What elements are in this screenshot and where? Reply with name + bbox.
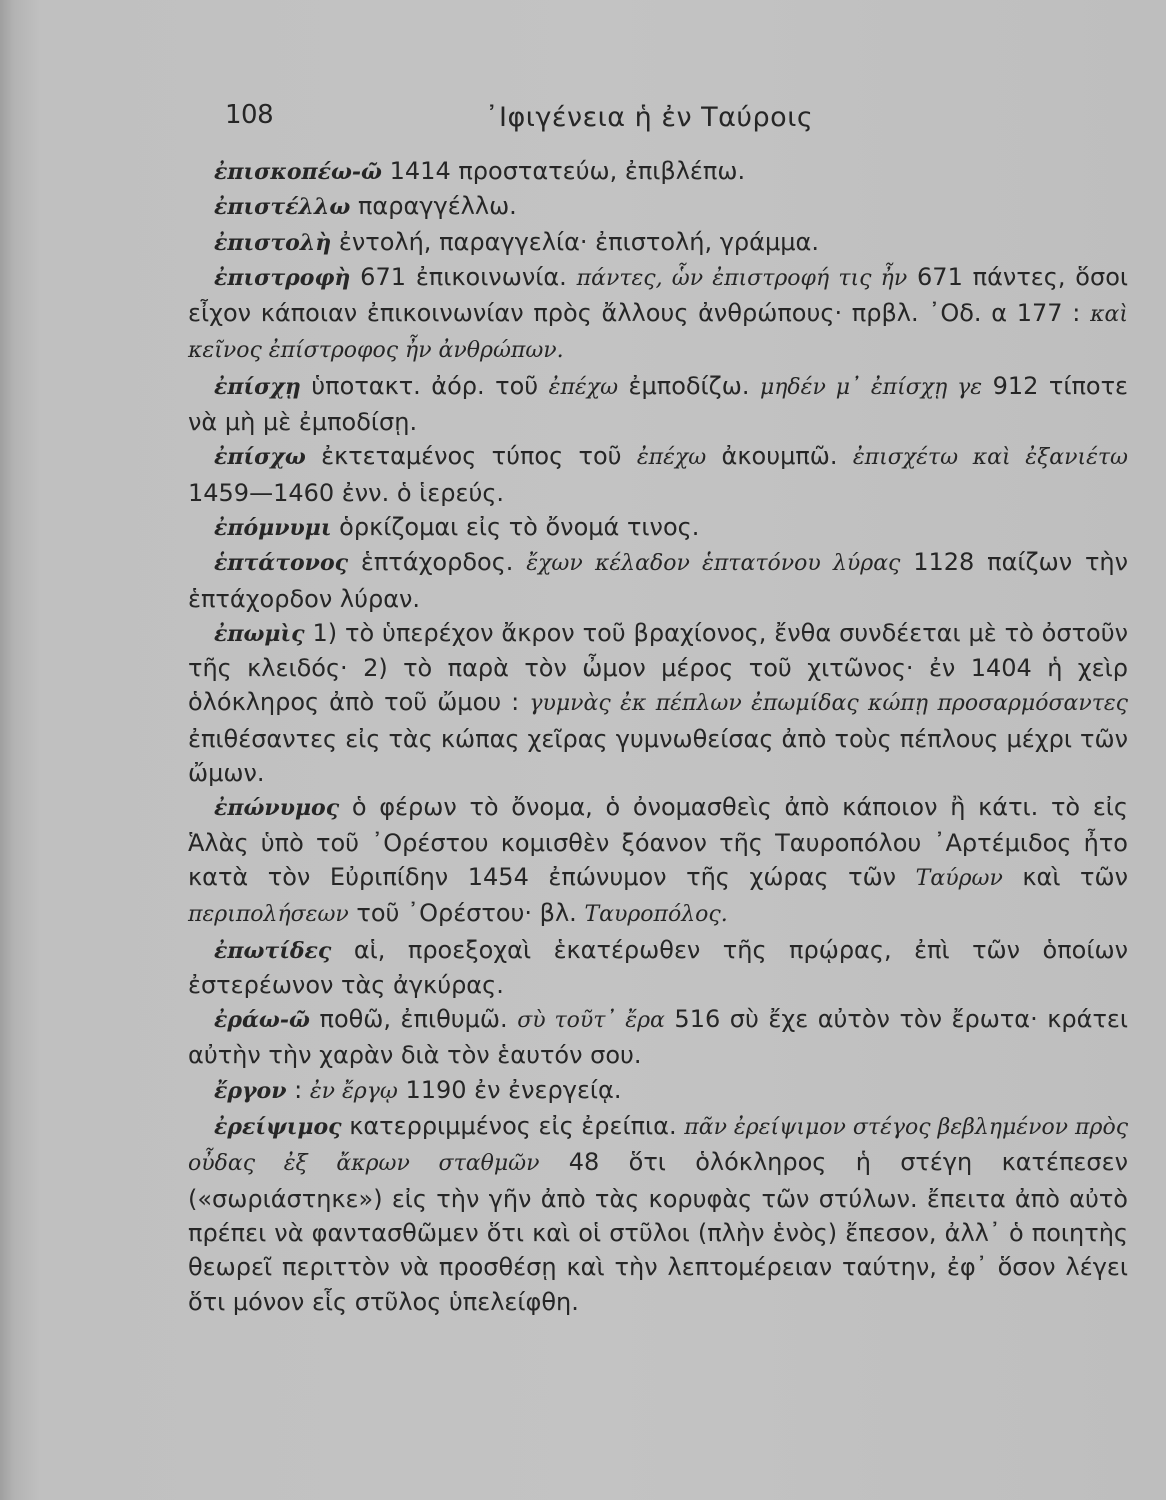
definition: 1190 ἐν ἐνεργείᾳ.: [397, 1075, 622, 1104]
glossary-entry: [188, 189, 1128, 224]
headword: ἑπτάτονος: [214, 550, 349, 577]
headword: ἐπιστολὴ: [214, 229, 332, 256]
glossary-entry: [188, 616, 1128, 790]
glossary-entry: [188, 369, 1128, 440]
definition: τοῦ ᾿Ορέστου· βλ.: [348, 899, 585, 928]
page-number: 108: [225, 100, 274, 130]
glossary-entry: [188, 545, 1128, 616]
glossary-entry: [188, 510, 1128, 545]
definition: καὶ τῶν: [1002, 862, 1129, 891]
quotation: γυμνὰς ἐκ πέπλων ἐπωμίδας κώπῃ προσαρμόσαντες: [529, 691, 1128, 717]
definition: ἑπτάχορδος.: [348, 548, 527, 577]
quotation: πάντες, ὧν ἐπιστροφή τις ἦν: [576, 265, 908, 291]
quotation: μηδέν μ᾿ ἐπίσχῃ γε: [759, 374, 983, 400]
glossary-entry: [188, 1073, 1128, 1109]
definition: 671 ἐπικοινωνία.: [350, 262, 577, 291]
quotation: Ταυροπόλος.: [584, 902, 728, 928]
definition: ἐμποδίζω.: [618, 371, 760, 400]
glossary-entry: [188, 1002, 1128, 1073]
definition: ὁ φέρων τὸ ὄνομα, ὁ ὀνομασθεὶς ἀπὸ κάποιον ἢ κάτι. τὸ εἰς Ἁλὰς ὑπὸ τοῦ ᾿Ορέστου κομισθὲν ξόανον τῆς Ταυροπόλου ᾿Αρτέμιδος ἦτο κατὰ τὸν Εὐριπίδην 1454 ἐπώνυμον τῆς χώρας τῶν: [188, 793, 1128, 891]
headword: ἐράω-ῶ: [214, 1007, 310, 1034]
quotation: ἐν ἔργῳ: [309, 1078, 398, 1104]
quotation: ἔχων κέλαδον ἑπτατόνου λύρας: [526, 551, 901, 577]
glossary-entry: [188, 439, 1128, 510]
headword: ἐρείψιμος: [214, 1114, 342, 1141]
definition: ἐντολή, παραγγελία· ἐπιστολή, γράμμα.: [331, 227, 819, 256]
headword: ἐπιστροφὴ: [214, 264, 351, 291]
headword: ἐπισκοπέω-ῶ: [214, 159, 383, 185]
glossary-entry: [188, 790, 1128, 932]
definition: 48 ὅτι ὁλόκληρος ἡ στέγη κατέπεσεν («σωριάστηκε») εἰς τὴν γῆν ἀπὸ τὰς κορυφὰς τῶν στύλων. ἔπειτα ἀπὸ αὐτὸ πρέπει νὰ φαντασθῶμεν ὅτι καὶ οἱ στῦλοι (πλὴν ἑνὸς) ἔπεσον, ἀλλ᾿ ὁ ποιητὴς θεωρεῖ περιττὸν νὰ προσθέσῃ καὶ τὴν λεπτομέρειαν ταύτην, ἐφ᾿ ὅσον λέγει ὅτι μόνον εἷς στῦλος ὑπελείφθη.: [188, 1148, 1128, 1316]
running-header: [0, 100, 1166, 140]
definition: 912 τίποτε νὰ μὴ μὲ ἐμποδίσῃ.: [188, 371, 1129, 437]
definition: ἐπιθέσαντες εἰς τὰς κώπας χεῖρας γυμνωθείσας ἀπὸ τοὺς πέπλους μέχρι τῶν ὤμων.: [188, 724, 1128, 788]
definition: 1128 παίζων τὴν ἑπτάχορδον λύραν.: [188, 548, 1129, 613]
definition: 1414 προστατεύω, ἐπιβλέπω.: [382, 157, 746, 185]
definition: ὁρκίζομαι εἰς τὸ ὄνομά τινος.: [331, 512, 700, 541]
definition: αἱ, προεξοχαὶ ἑκατέρωθεν τῆς πρῴρας, ἐπὶ τῶν ὁποίων ἐστερέωνον τὰς ἀγκύρας.: [188, 935, 1128, 999]
definition: 516 σὺ ἔχε αὐτὸν τὸν ἔρωτα· κράτει αὐτὴν τὴν χαρὰν διὰ τὸν ἑαυτόν σου.: [188, 1005, 1128, 1070]
definition: κατερριμμένος εἰς ἐρείπια.: [341, 1112, 685, 1141]
headword: ἐπίσχω: [214, 444, 306, 471]
glossary-body: [188, 154, 1128, 1319]
headword: ἐπώνυμος: [214, 795, 340, 822]
definition: παραγγέλλω.: [350, 192, 517, 221]
running-title: ᾿Ιφιγένεια ἡ ἐν Ταύροις: [485, 102, 814, 133]
definition: ὑποτακτ. ἀόρ. τοῦ: [300, 371, 549, 400]
glossary-entry: [188, 1109, 1128, 1319]
headword: ἐπόμνυμι: [214, 514, 332, 541]
definition: ποθῶ, ἐπιθυμῶ.: [309, 1005, 518, 1034]
definition: 1459—1460 ἐνν. ὁ ἱερεύς.: [188, 478, 505, 507]
glossary-entry: [188, 933, 1128, 1003]
quotation: Ταύρων: [915, 865, 1003, 891]
quotation: ἐπέχω: [636, 445, 707, 471]
glossary-entry: [188, 225, 1128, 260]
headword: ἐπίσχῃ: [214, 373, 301, 400]
quotation: σὺ τοῦτ᾿ ἔρα: [517, 1008, 665, 1034]
quotation: πᾶν ἐρείψιμον στέγος βεβλημένον πρὸς οὖδας ἐξ ἄκρων σταθμῶν: [188, 1115, 1129, 1177]
definition: 671 πάντες, ὅσοι εἶχον κάποιαν ἐπικοινωνίαν πρὸς ἄλλους ἀνθρώπους· πρβλ. ᾿Οδ. α 177 :: [188, 262, 1128, 328]
definition: 1) τὸ ὑπερέχον ἄκρον τοῦ βραχίονος, ἔνθα συνδέεται μὲ τὸ ὀστοῦν τῆς κλειδός· 2) τὸ παρὰ τὸν ὦμον μέρος τοῦ χιτῶνος· ἐν 1404 ἡ χεὶρ ὁλόκληρος ἀπὸ τοῦ ὤμου :: [188, 618, 1128, 717]
definition: :: [286, 1075, 310, 1104]
definition: ἀκουμπῶ.: [706, 442, 853, 471]
headword: ἔργον: [214, 1077, 287, 1104]
headword: ἐπωμὶς: [214, 620, 305, 647]
headword: ἐπωτίδες: [214, 937, 332, 964]
quotation: περιπολήσεων: [188, 902, 349, 928]
quotation: ἐπισχέτω καὶ ἐξανιέτω: [852, 445, 1128, 471]
quotation: καὶ κεῖνος ἐπίστροφος ἦν ἀνθρώπων.: [188, 302, 1128, 364]
headword: ἐπιστέλλω: [214, 194, 351, 221]
definition: ἐκτεταμένος τύπος τοῦ: [305, 442, 637, 471]
quotation: ἐπέχω: [548, 374, 619, 400]
glossary-entry: [188, 154, 1128, 189]
glossary-entry: [188, 260, 1128, 369]
